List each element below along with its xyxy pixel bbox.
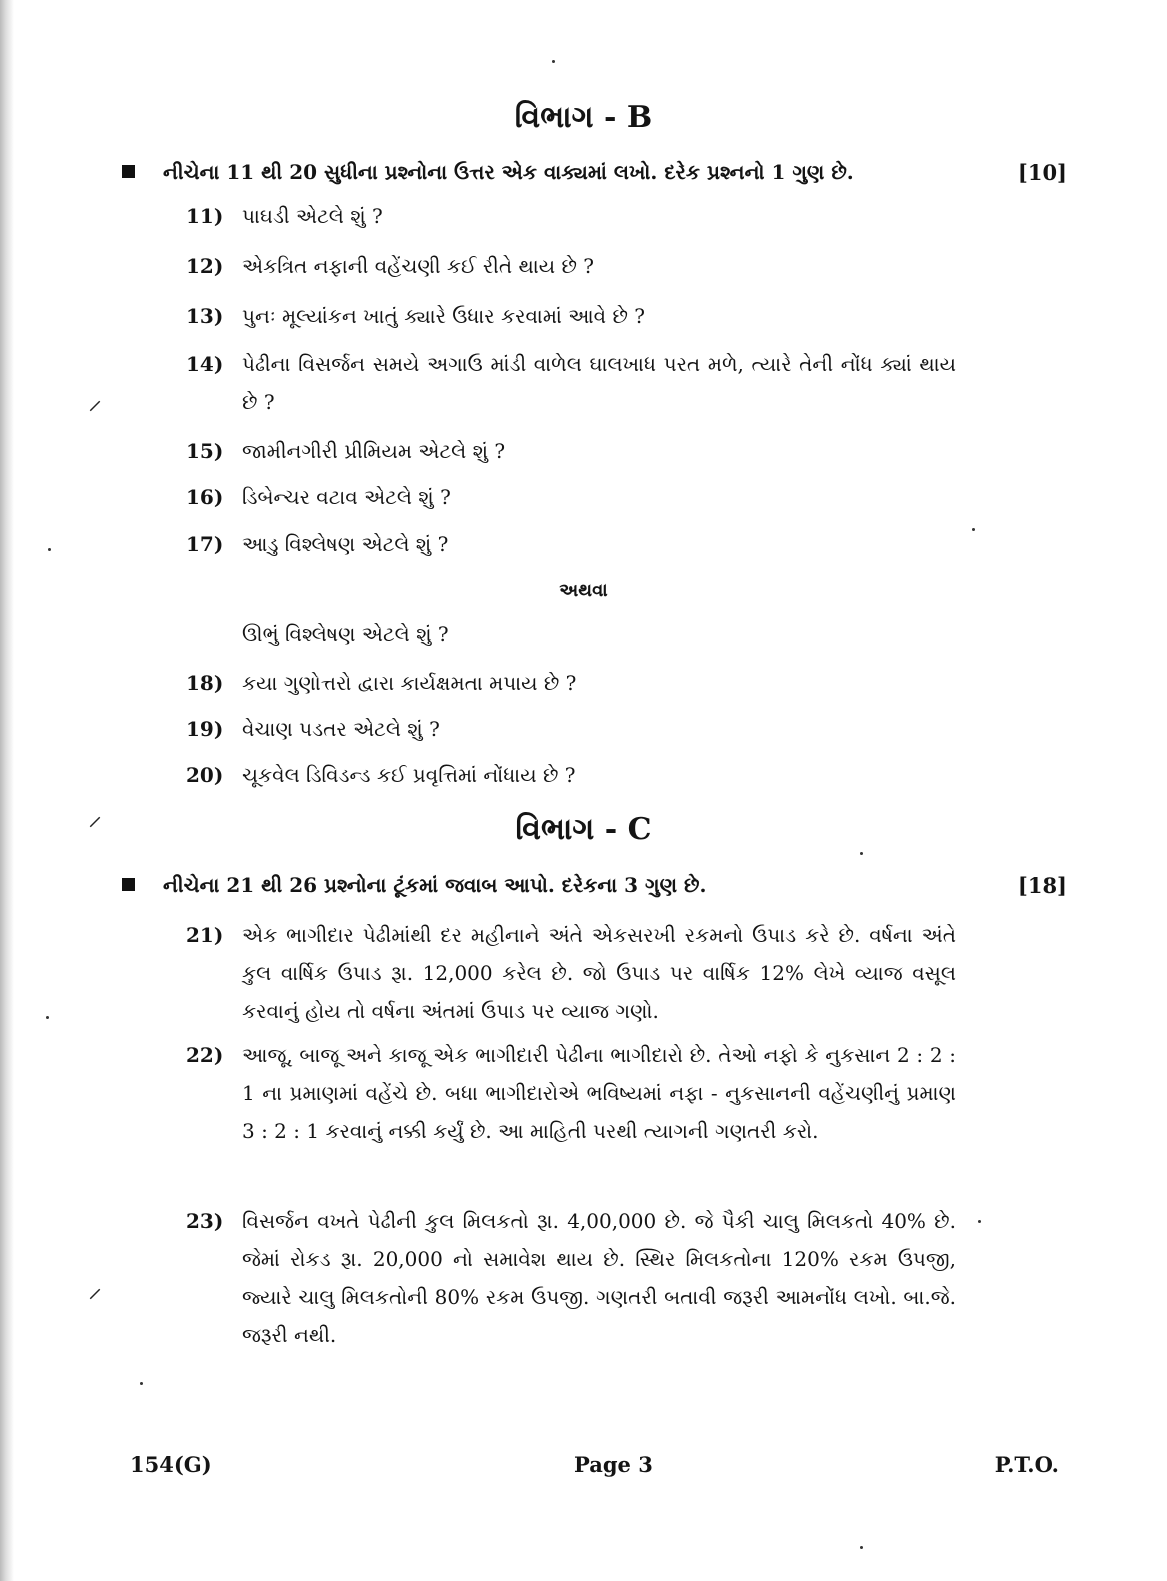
question-12 xyxy=(186,247,956,285)
section-c-instruction xyxy=(122,873,1072,897)
scan-speck xyxy=(140,1382,143,1385)
scan-speck xyxy=(860,1546,863,1549)
question-11 xyxy=(186,197,956,235)
scan-speck xyxy=(860,852,863,855)
question-number: 18) xyxy=(186,671,224,695)
check-mark-icon: ⸝ xyxy=(88,1271,103,1304)
section-b-instruction xyxy=(122,160,1072,184)
scan-speck xyxy=(46,1016,49,1019)
bullet-icon xyxy=(122,165,135,178)
question-text: પાઘડી એટલે શું ? xyxy=(242,204,383,228)
section-b-title: વિભાગ - B xyxy=(514,100,653,135)
question-number: 17) xyxy=(186,532,224,556)
question-text: પેઢીના વિસર્જન સમયે અગાઉ માંડી વાળેલ ઘાલખાધ પરત મળે, ત્યારે તેની નોંધ ક્યાં થાય છે ? xyxy=(242,352,956,414)
question-text: એકત્રિત નફાની વહેંચણી કઈ રીતે થાય છે ? xyxy=(242,254,595,278)
question-17 xyxy=(186,525,956,563)
question-number: 14) xyxy=(186,352,224,376)
check-mark-icon: ⸝ xyxy=(88,799,103,832)
question-19 xyxy=(186,710,956,748)
question-number: 15) xyxy=(186,439,224,463)
question-text: કયા ગુણોત્તરો દ્વારા કાર્યક્ષમતા મપાય છે ? xyxy=(242,671,577,695)
question-text: વિસર્જન વખતે પેઢીની કુલ મિલકતો રૂા. 4,00,000 છે. જે પૈકી ચાલુ મિલકતો 40% છે. જેમાં રોકડ રૂા. 20,000 નો સમાવેશ થાય છે. સ્થિર મિલકતોના 120% રકમ ઉપજી, જ્યારે ચાલુ મિલકતોની 80% રકમ ઉપજી. ગણતરી બતાવી જરૂરી આમનોંધ લખો. બા.જે. જરૂરી નથી. xyxy=(242,1209,956,1347)
question-17-alternative: ઊભું વિશ્લેષણ એટલે શું ? xyxy=(242,622,449,646)
question-16 xyxy=(186,478,956,516)
question-15 xyxy=(186,432,956,470)
pto-label: P.T.O. xyxy=(994,1452,1059,1477)
question-text: એક ભાગીદાર પેઢીમાંથી દર મહીનાને અંતે એકસરખી રકમનો ઉપાડ કરે છે. વર્ષના અંતે કુલ વાર્ષિક ઉપાડ રૂા. 12,000 કરેલ છે. જો ઉપાડ પર વાર્ષિક 12% લેખે વ્યાજ વસૂલ કરવાનું હોય તો વર્ષના અંતમાં ઉપાડ પર વ્યાજ ગણો. xyxy=(242,923,956,1023)
question-number: 22) xyxy=(186,1043,224,1067)
question-number: 12) xyxy=(186,254,224,278)
question-number: 13) xyxy=(186,304,224,328)
scan-speck xyxy=(48,548,51,551)
question-text: આજૂ, બાજૂ અને કાજૂ એક ભાગીદારી પેઢીના ભાગીદારો છે. તેઓ નફો કે નુકસાન 2 : 2 : 1 ના પ્રમાણમાં વહેંચે છે. બધા ભાગીદારોએ ભવિષ્યમાં નફા - નુકસાનની વહેંચણીનું પ્રમાણ 3 : 2 : 1 કરવાનું નક્કી કર્યું છે. આ માહિતી પરથી ત્યાગની ગણતરી કરો. xyxy=(242,1043,956,1143)
section-c-title: વિભાગ - C xyxy=(515,812,652,847)
scan-speck xyxy=(552,60,555,63)
or-label: અથવા xyxy=(559,580,608,601)
question-text: ડિબેન્ચર વટાવ એટલે શું ? xyxy=(242,485,451,509)
question-21 xyxy=(186,916,956,1030)
section-c-instruction-text: નીચેના 21 થી 26 પ્રશ્નોના ટૂંકમાં જવાબ આપો. દરેકના 3 ગુણ છે. xyxy=(163,873,707,897)
question-number: 20) xyxy=(186,763,224,787)
question-14 xyxy=(186,345,956,421)
question-number: 23) xyxy=(186,1209,224,1233)
question-22 xyxy=(186,1036,956,1150)
bullet-icon xyxy=(122,878,135,891)
paper-code: 154(G) xyxy=(130,1452,212,1477)
question-text: જામીનગીરી પ્રીમિયમ એટલે શું ? xyxy=(242,439,506,463)
check-mark-icon: ⸝ xyxy=(88,383,103,416)
question-text: પુનઃ મૂલ્યાંકન ખાતું ક્યારે ઉધાર કરવામાં આવે છે ? xyxy=(242,304,646,328)
question-number: 16) xyxy=(186,485,224,509)
question-18 xyxy=(186,664,956,702)
question-20 xyxy=(186,756,956,794)
section-b-instruction-text: નીચેના 11 થી 20 સુધીના પ્રશ્નોના ઉત્તર એક વાક્યમાં લખો. દરેક પ્રશ્નનો 1 ગુણ છે. xyxy=(163,160,854,184)
question-text: આડુ વિશ્લેષણ એટલે શું ? xyxy=(242,532,449,556)
question-number: 19) xyxy=(186,717,224,741)
question-13 xyxy=(186,297,956,335)
scan-speck xyxy=(972,528,975,531)
section-b-marks: [10] xyxy=(1017,160,1067,185)
section-c-marks: [18] xyxy=(1017,873,1067,898)
torn-paper-edge xyxy=(0,0,14,1581)
question-number: 11) xyxy=(186,204,224,228)
question-number: 21) xyxy=(186,923,224,947)
scan-speck xyxy=(978,1220,981,1223)
page-number: Page 3 xyxy=(574,1452,653,1477)
question-text: વેચાણ પડતર એટલે શું ? xyxy=(242,717,440,741)
question-23 xyxy=(186,1202,956,1354)
question-text: ચૂકવેલ ડિવિડન્ડ કઈ પ્રવૃત્તિમાં નોંધાય છે ? xyxy=(242,763,576,787)
